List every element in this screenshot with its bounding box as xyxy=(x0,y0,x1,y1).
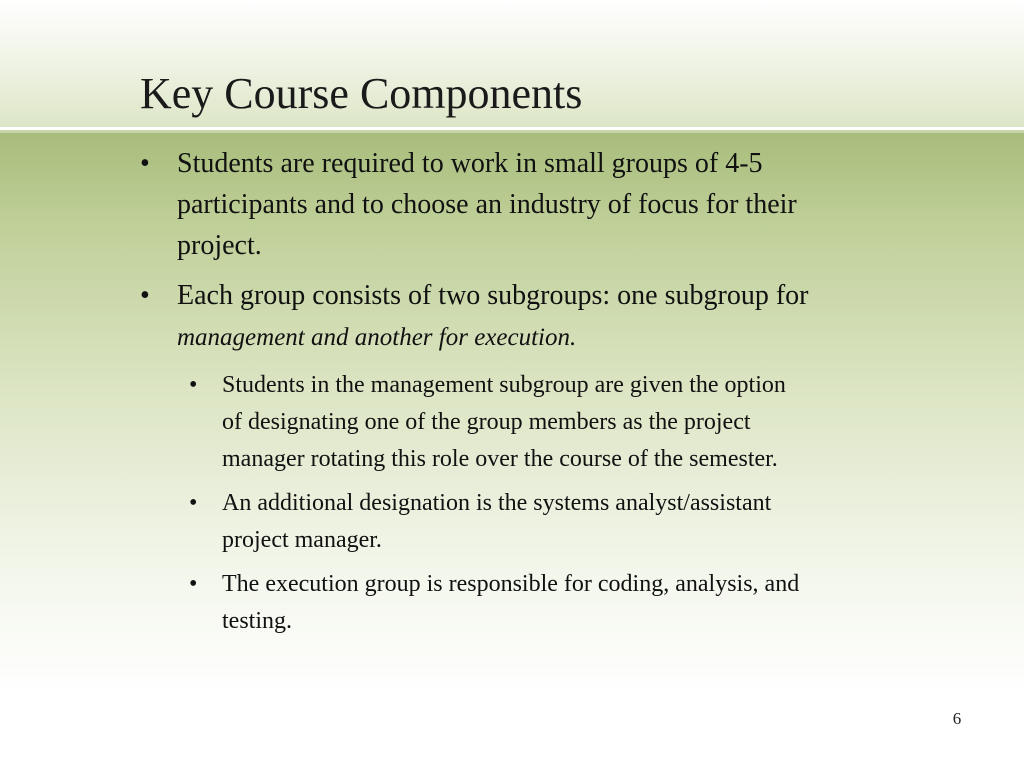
bullet-marker: • xyxy=(140,148,150,179)
slide-title: Key Course Components xyxy=(140,69,583,118)
slide-number: 6 xyxy=(952,709,962,728)
bullet-item xyxy=(140,143,885,266)
sub-bullet-marker: • xyxy=(189,490,198,516)
bullet-text: Students are required to work in small groups of 4-5 participants and to choose an industry of focus for their project. xyxy=(177,148,797,261)
sub-bullet-item xyxy=(140,566,802,640)
bullet-item xyxy=(140,275,885,358)
bullet-text-italic: management and another for execution xyxy=(177,324,570,351)
bullet-list xyxy=(140,143,885,647)
sub-bullet-item xyxy=(140,367,802,478)
sub-bullet-text: Students in the management subgroup are given the option of designating one of the group members as the project manager rotating this role over the course of the semester. xyxy=(222,372,786,472)
sub-bullet-marker: • xyxy=(189,571,198,597)
bullet-marker: • xyxy=(140,280,150,311)
sub-bullet-marker: • xyxy=(189,372,198,398)
title-divider xyxy=(0,130,1024,133)
sub-bullet-text: The execution group is responsible for coding, analysis, and testing. xyxy=(222,571,800,634)
sub-bullet-text: An additional designation is the systems analyst/assistant project manager. xyxy=(222,490,772,553)
sub-bullet-item xyxy=(140,485,802,559)
bullet-text: Each group consists of two subgroups: one subgroup for xyxy=(177,280,809,311)
bullet-text-tail: . xyxy=(569,324,577,351)
